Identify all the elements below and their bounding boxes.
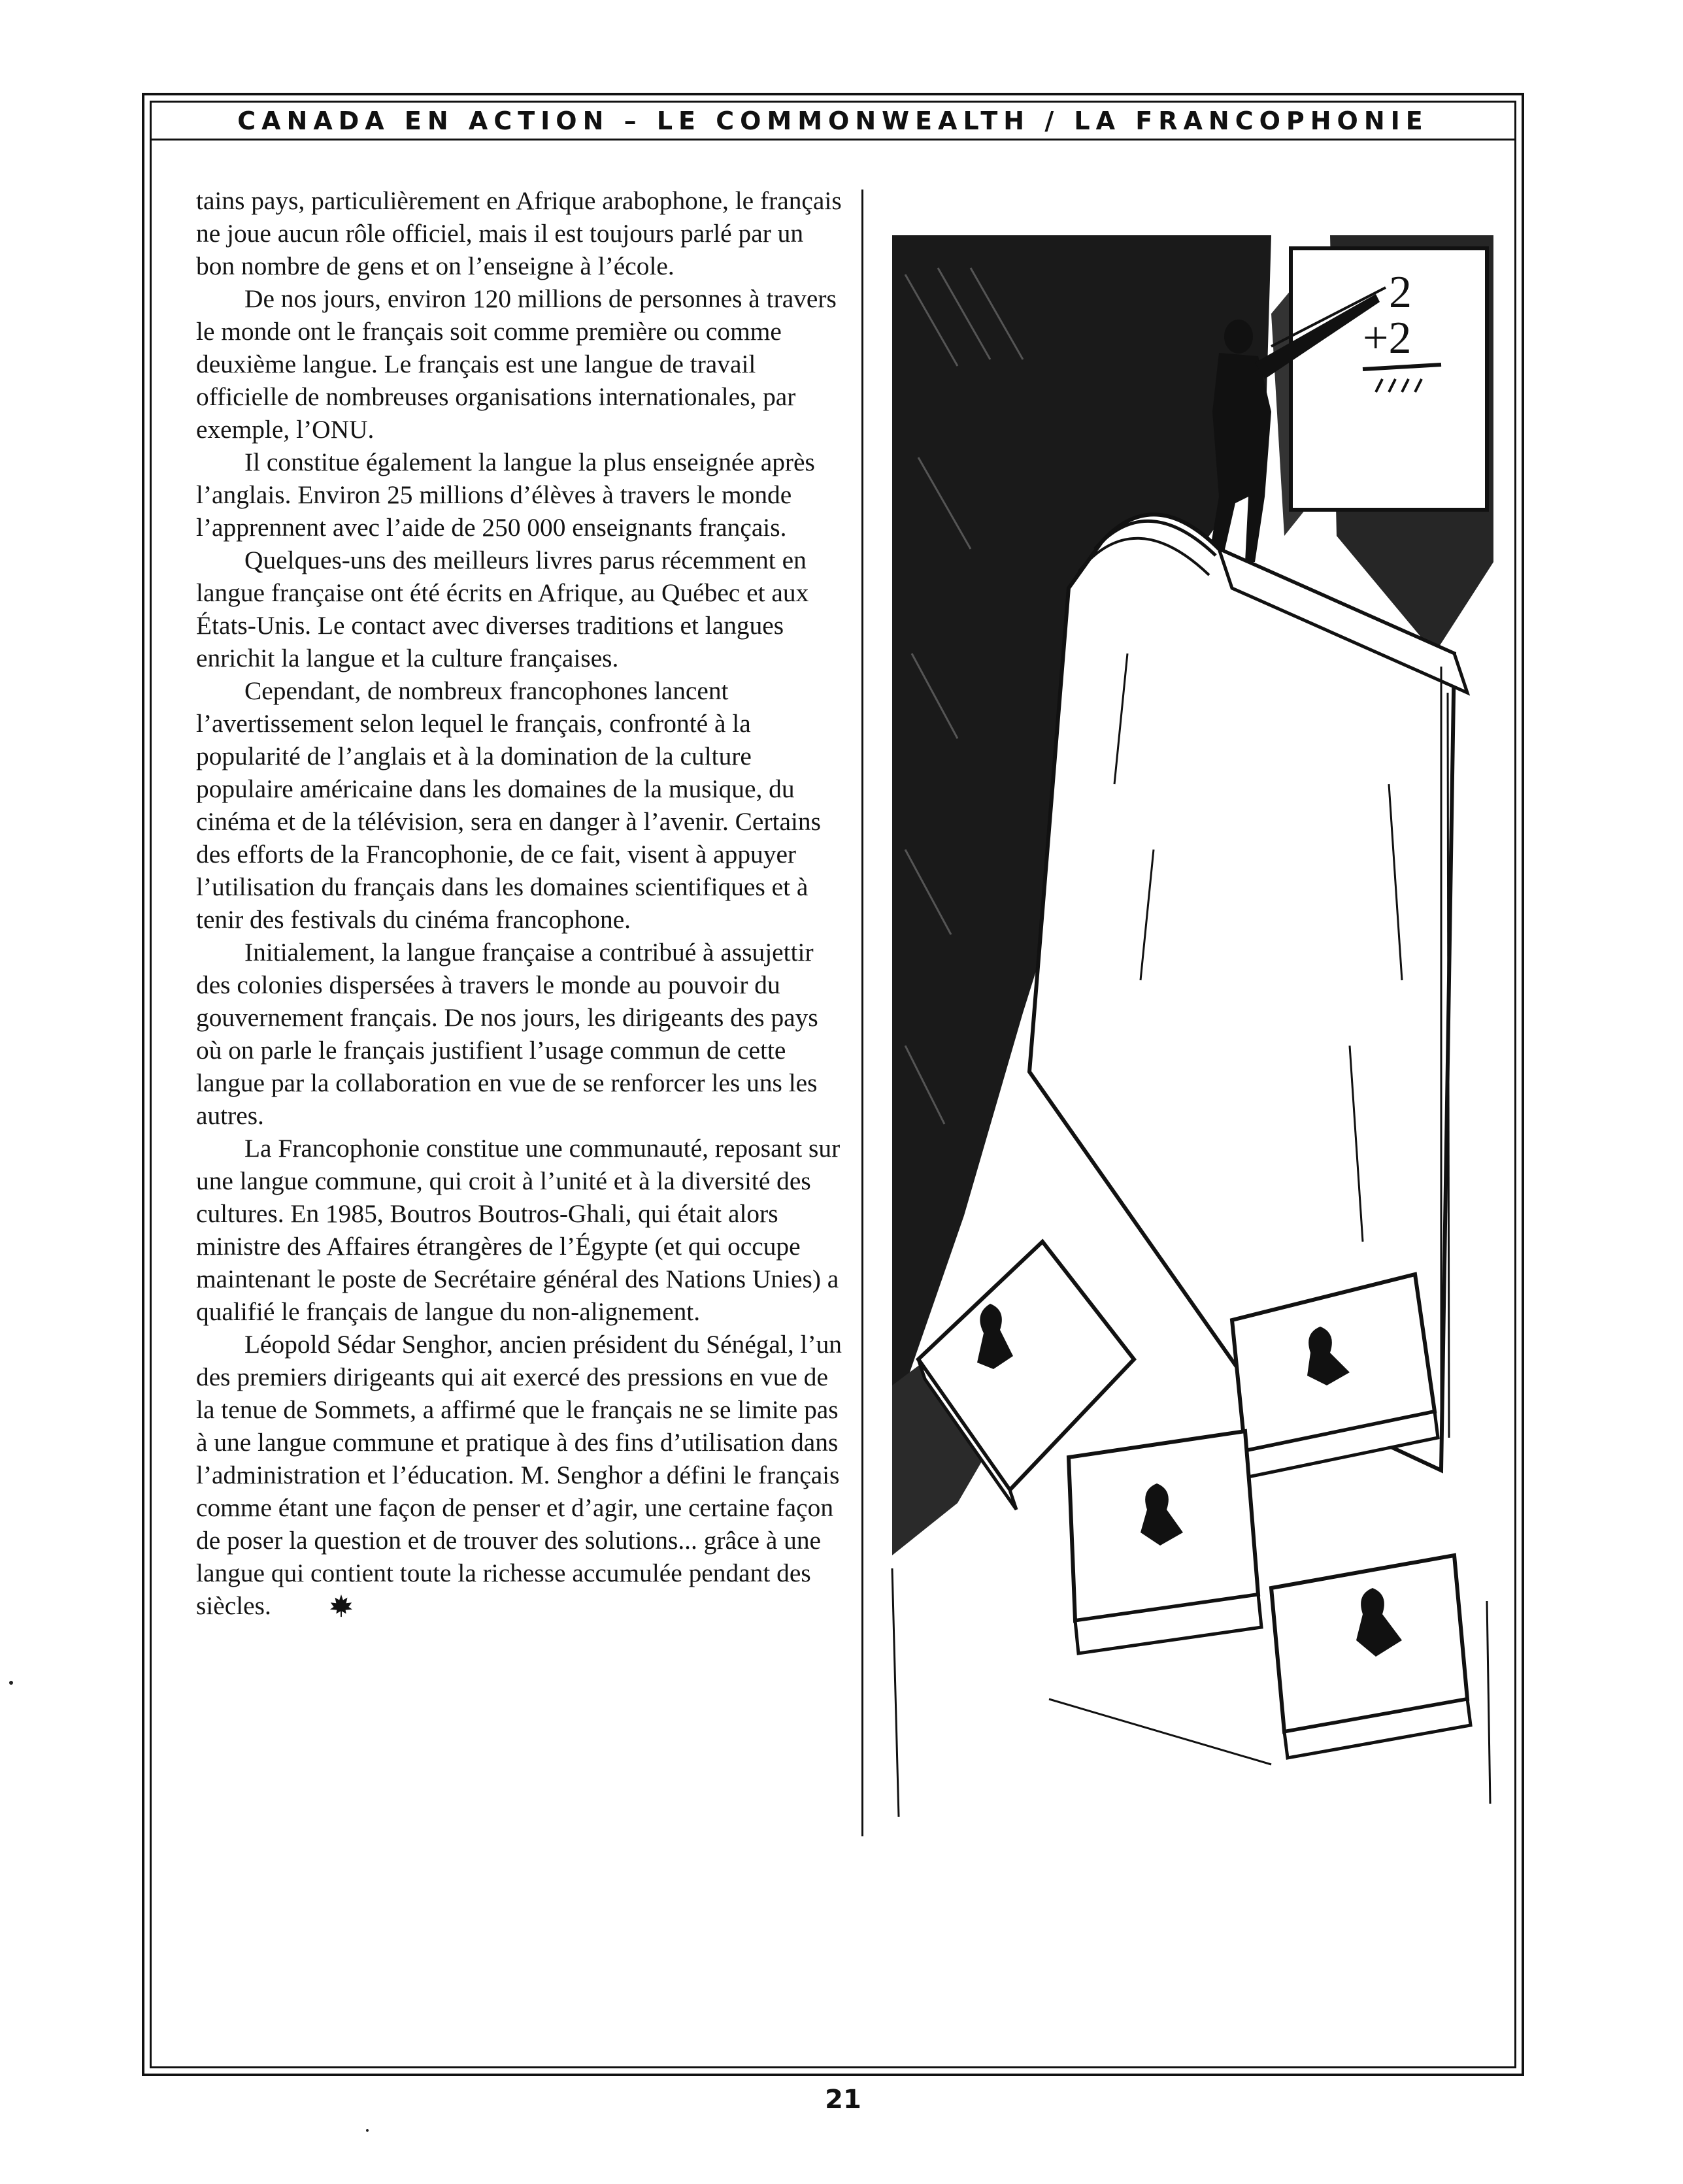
paragraph: La Francophonie constitue une communauté, reposant sur une langue commune, qui croit à l’unité et à la diversité des cultures. En 1985, Boutros Boutros-Ghali, qui était alors ministre des Affaires étrangères de l’Égypte (et qui occupe maintenant le poste de Secrétaire général des Nations Unies) a qualifié le français de langue du non-alignement. <box>196 1134 841 1326</box>
illustration-drawing <box>879 196 1497 1836</box>
blackboard-digit: 2 <box>1389 267 1412 318</box>
paragraph: tains pays, particulièrement en Afrique arabophone, le français ne joue aucun rôle officiel, mais il est toujours parlé par un bon nombre de gens et on l’enseigne à l’école. <box>196 186 842 280</box>
running-head: CANADA EN ACTION – LE COMMONWEALTH / LA FRANCOPHONIE <box>237 107 1429 135</box>
column-divider <box>861 190 863 1836</box>
paragraph: De nos jours, environ 120 millions de personnes à travers le monde ont le français soit comme première ou comme deuxième langue. Le français est une langue de travail officielle de nombreuses organisations internationales, par exemple, l’ONU. <box>196 284 837 444</box>
page-number: 21 <box>825 2085 861 2115</box>
paragraph: Il constitue également la langue la plus enseignée après l’anglais. Environ 25 millions d’élèves à travers le monde l’apprennent avec l’aide de 250 000 enseignants français. <box>196 448 815 542</box>
paragraph: Quelques-uns des meilleurs livres parus récemment en langue française ont été écrits en Afrique, au Québec et aux États-Unis. Le contact avec diverses traditions et langues enrichit la langue et la culture françaises. <box>196 546 809 672</box>
paragraph-text: Léopold Sédar Senghor, ancien président du Sénégal, l’un des premiers dirigeants qui ait exercé des pressions en vue de la tenue de Sommets, a affirmé que le français ne se limite pas à une langue commune et pratique à des fins d’utilisation dans l’administration et l’éducation. M. Senghor a défini le français comme étant une façon de penser et d’agir, une certaine façon de poser la question et de trouver des solutions... grâce à une langue qui contient toute la richesse accumulée pendant des siècles. <box>196 1330 842 1620</box>
paragraph: Initialement, la langue française a contribué à assujettir des colonies dispersées à travers le monde au pouvoir du gouvernement français. De nos jours, les dirigeants des pays où on parle le français justifient l’usage commun de cette langue par la collaboration en vue de se renforcer les uns les autres. <box>196 938 818 1130</box>
paragraph-last <box>196 1328 843 1626</box>
article-body <box>196 184 843 1626</box>
illustration <box>879 196 1497 1836</box>
maple-leaf-icon <box>280 1593 354 1626</box>
header-rule <box>150 139 1516 141</box>
small-book <box>1069 1431 1261 1653</box>
scan-speck <box>366 2129 369 2132</box>
scan-speck <box>9 1681 13 1685</box>
paragraph: Cependant, de nombreux francophones lancent l’avertissement selon lequel le français, confronté à la popularité de l’anglais et à la domination de la culture populaire américaine dans les domaines de la musique, du cinéma et de la télévision, sera en danger à l’avenir. Certains des efforts de la Francophonie, de ce fait, visent à appuyer l’utilisation du français dans les domaines scientifiques et à tenir des festivals du cinéma francophone. <box>196 676 821 934</box>
small-book <box>1271 1555 1471 1758</box>
blackboard-digit: +2 <box>1363 313 1412 363</box>
